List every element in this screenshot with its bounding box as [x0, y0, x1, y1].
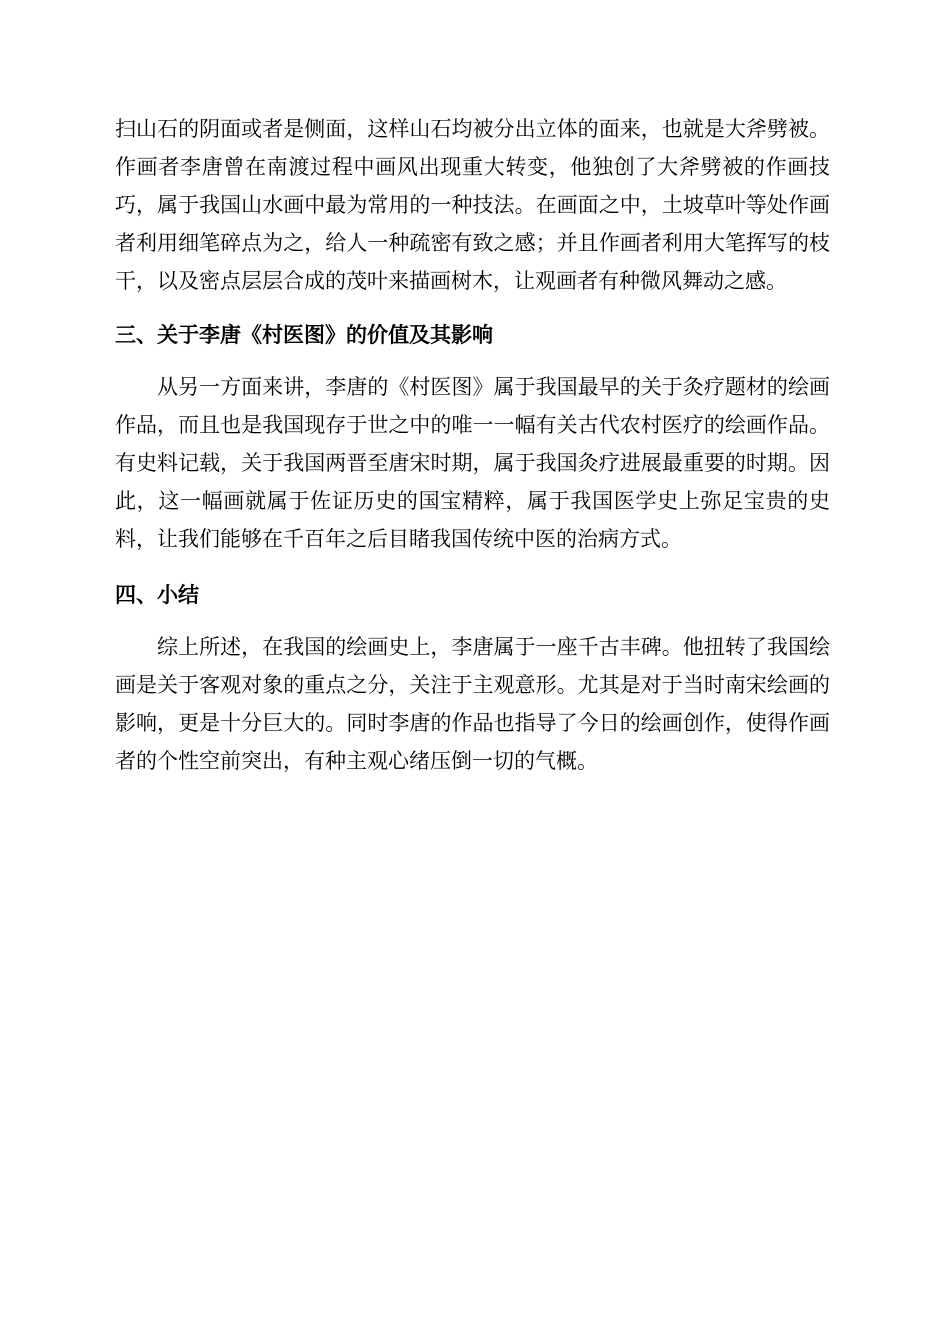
body-paragraph-section-3: 从另一方面来讲，李唐的《村医图》属于我国最早的关于灸疗题材的绘画作品，而且也是我国现存于世之中的唯一一幅有关古代农村医疗的绘画作品。有史料记载，关于我国两晋至唐宋时期，属于我国灸疗进展最重要的时期。因此，这一幅画就属于佐证历史的国宝精粹，属于我国医学史上弥足宝贵的史料，让我们能够在千百年之后目睹我国传统中医的治病方式。: [115, 375, 830, 551]
section-heading-3: 三、关于李唐《村医图》的价值及其影响: [115, 323, 493, 347]
document-page: [115, 110, 830, 780]
section-heading-4: 四、小结: [115, 583, 199, 607]
body-paragraph-continued: 扫山石的阴面或者是侧面，这样山石均被分出立体的面来，也就是大斧劈被。作画者李唐曾在南渡过程中画风出现重大转变，他独创了大斧劈被的作画技巧，属于我国山水画中最为常用的一种技法。在画面之中，土坡草叶等处作画者利用细笔碎点为之，给人一种疏密有致之感；并且作画者利用大笔挥写的枝干，以及密点层层合成的茂叶来描画树木，让观画者有种微风舞动之感。: [115, 117, 830, 293]
body-paragraph-section-4: 综上所述，在我国的绘画史上，李唐属于一座千古丰碑。他扭转了我国绘画是关于客观对象的重点之分，关注于主观意形。尤其是对于当时南宋绘画的影响，更是十分巨大的。同时李唐的作品也指导了今日的绘画创作，使得作画者的个性空前突出，有种主观心绪压倒一切的气概。: [115, 635, 830, 773]
